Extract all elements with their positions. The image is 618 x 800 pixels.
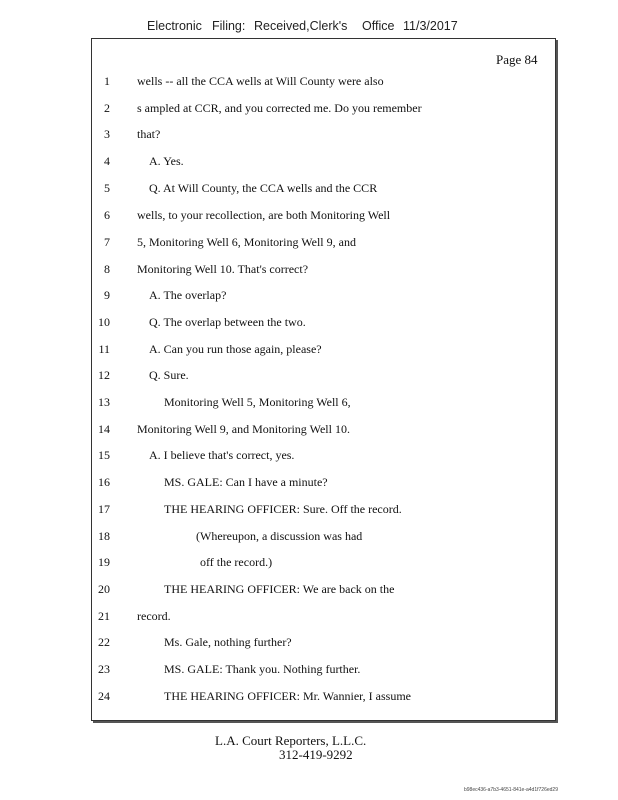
transcript-line — [0, 422, 618, 438]
transcript-line — [0, 635, 618, 651]
line-text: (Whereupon, a discussion was had — [196, 529, 363, 543]
transcript-line — [0, 368, 618, 384]
line-text: A. Can you run those again, please? — [149, 342, 322, 356]
transcript-line — [0, 502, 618, 518]
line-number: 21 — [98, 609, 110, 623]
line-number: 3 — [104, 127, 110, 141]
line-number: 22 — [98, 635, 110, 649]
line-number: 5 — [104, 181, 110, 195]
line-number: 13 — [98, 395, 110, 409]
line-number: 17 — [98, 502, 110, 516]
line-text: MS. GALE: Thank you. Nothing further. — [164, 662, 361, 676]
line-number: 16 — [98, 475, 110, 489]
line-number: 14 — [98, 422, 110, 436]
transcript-line — [0, 662, 618, 678]
line-number: 24 — [98, 689, 110, 703]
transcript-line — [0, 262, 618, 278]
line-number: 19 — [98, 555, 110, 569]
transcript-line — [0, 582, 618, 598]
transcript-line — [0, 74, 618, 90]
line-text: Q. At Will County, the CCA wells and the CCR — [149, 181, 378, 195]
header-electronic: Electronic — [147, 19, 202, 33]
transcript-line — [0, 689, 618, 705]
line-text: wells -- all the CCA wells at Will County were also — [137, 74, 384, 88]
header-date: 11/3/2017 — [403, 19, 458, 33]
transcript-line — [0, 555, 618, 571]
line-text: Ms. Gale, nothing further? — [164, 635, 292, 649]
line-text: A. I believe that's correct, yes. — [149, 448, 295, 462]
line-text: Monitoring Well 10. That's correct? — [137, 262, 309, 276]
document-hash: b98ec436-a7b3-4651-841e-a4d1f726ed29 — [464, 787, 558, 793]
header-filing: Filing: — [212, 19, 246, 33]
line-number: 10 — [98, 315, 110, 329]
line-number: 15 — [98, 448, 110, 462]
reporter-company: L.A. Court Reporters, L.L.C. — [215, 733, 367, 748]
line-text: Monitoring Well 9, and Monitoring Well 10. — [137, 422, 350, 436]
transcript-line — [0, 101, 618, 117]
filing-stamp-header — [0, 19, 618, 35]
line-number: 20 — [98, 582, 110, 596]
line-text: 5, Monitoring Well 6, Monitoring Well 9, and — [137, 235, 356, 249]
reporter-phone: 312-419-9292 — [279, 747, 353, 762]
line-text: s ampled at CCR, and you corrected me. Do you remember — [137, 101, 422, 115]
line-number: 7 — [104, 235, 110, 249]
line-text: MS. GALE: Can I have a minute? — [164, 475, 328, 489]
line-number: 9 — [104, 288, 110, 302]
transcript-line — [0, 127, 618, 143]
line-number: 2 — [104, 101, 110, 115]
line-text: that? — [137, 127, 161, 141]
line-number: 11 — [98, 342, 110, 356]
line-text: THE HEARING OFFICER: Mr. Wannier, I assume — [164, 689, 411, 703]
line-text: A. Yes. — [149, 154, 184, 168]
page-number: Page 84 — [496, 52, 538, 67]
transcript-line — [0, 315, 618, 331]
line-text: off the record.) — [200, 555, 273, 569]
transcript-line — [0, 235, 618, 251]
transcript-line — [0, 181, 618, 197]
line-text: THE HEARING OFFICER: Sure. Off the record. — [164, 502, 402, 516]
line-number: 8 — [104, 262, 110, 276]
transcript-line — [0, 529, 618, 545]
transcript-line — [0, 475, 618, 491]
line-number: 1 — [104, 74, 110, 88]
line-number: 12 — [98, 368, 110, 382]
line-text: Monitoring Well 5, Monitoring Well 6, — [164, 395, 351, 409]
transcript-line — [0, 208, 618, 224]
line-number: 6 — [104, 208, 110, 222]
transcript-line — [0, 395, 618, 411]
transcript-line — [0, 154, 618, 170]
line-text: THE HEARING OFFICER: We are back on the — [164, 582, 395, 596]
header-office: Office — [362, 19, 395, 33]
line-text: Q. Sure. — [149, 368, 189, 382]
line-number: 4 — [104, 154, 110, 168]
line-text: A. The overlap? — [149, 288, 227, 302]
line-number: 18 — [98, 529, 110, 543]
line-text: wells, to your recollection, are both Monitoring Well — [137, 208, 391, 222]
line-text: record. — [137, 609, 171, 623]
line-text: Q. The overlap between the two. — [149, 315, 306, 329]
transcript-line — [0, 288, 618, 304]
transcript-line — [0, 448, 618, 464]
header-received: Received,Clerk's — [254, 19, 348, 33]
transcript-line — [0, 342, 618, 358]
transcript-line — [0, 609, 618, 625]
line-number: 23 — [98, 662, 110, 676]
